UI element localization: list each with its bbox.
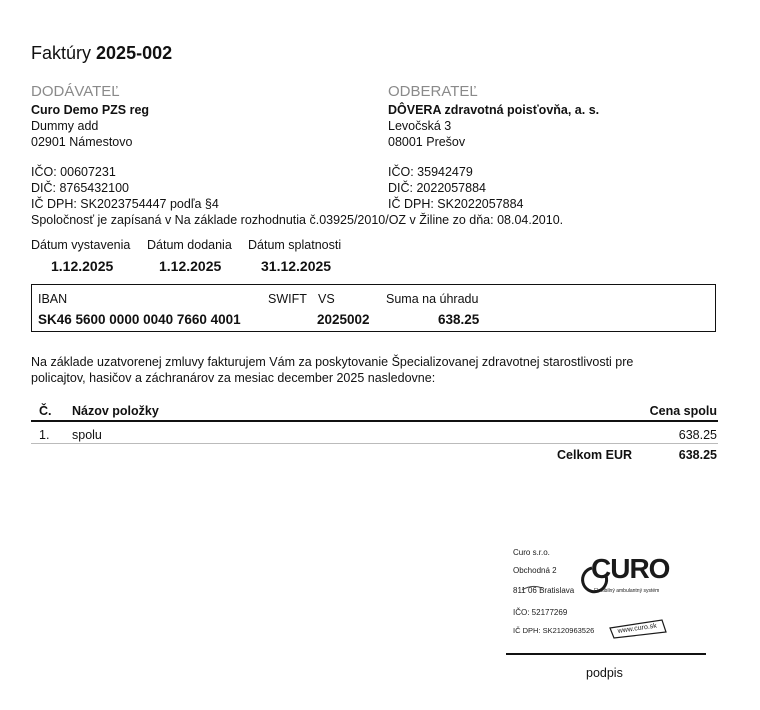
customer-ico: IČO: 35942479 (388, 165, 473, 179)
table-header-rule (31, 420, 718, 422)
supplier-heading: DODÁVATEĽ (31, 83, 120, 100)
invoice-title (31, 41, 172, 65)
swift-label: SWIFT (268, 292, 307, 306)
total-label: Celkom EUR (557, 448, 633, 462)
intro-line-1: Na základe uzatvorenej zmluvy fakturujem Vám za poskytovanie Špecializovanej zdravotnej starostlivosti pre (31, 355, 634, 369)
customer-heading: ODBERATEĽ (388, 83, 478, 100)
issue-date-value: 1.12.2025 (51, 258, 114, 274)
col-name-header: Názov položky (72, 404, 159, 418)
iban-value: SK46 5600 0000 0040 7660 4001 (38, 312, 241, 327)
supplier-ico: IČO: 00607231 (31, 165, 116, 179)
stamp-line-1: Curo s.r.o. (513, 548, 550, 557)
supplier-dic: DIČ: 8765432100 (31, 181, 129, 195)
issue-date-label: Dátum vystavenia (31, 238, 131, 252)
row-number: 1. (39, 428, 50, 442)
row-price: 638.25 (678, 428, 717, 442)
due-date-label: Dátum splatnosti (248, 238, 342, 252)
customer-dic: DIČ: 2022057884 (388, 181, 486, 195)
stamp-tagline: Flexibilný ambulantný systém (594, 588, 660, 594)
vs-label: VS (318, 292, 335, 306)
amount-value: 638.25 (438, 312, 480, 327)
col-price-header: Cena spolu (649, 404, 717, 418)
stamp-web: www.curo.sk (617, 622, 658, 635)
delivery-date-label: Dátum dodania (147, 238, 232, 252)
invoice-number: 2025-002 (96, 43, 173, 63)
company-stamp (508, 540, 678, 650)
col-number-header: Č. (39, 404, 52, 418)
supplier-city: 02901 Námestovo (31, 135, 133, 149)
supplier-icdph: IČ DPH: SK2023754447 podľa §4 (31, 197, 219, 211)
delivery-date-value: 1.12.2025 (159, 258, 222, 274)
customer-name: DÔVERA zdravotná poisťovňa, a. s. (388, 103, 600, 117)
registration-note: Spoločnosť je zapísaná v Na základe rozhodnutia č.03925/2010/OZ v Žiline zo dňa: 08.04.2010. (31, 213, 564, 227)
table-row-divider (31, 443, 718, 444)
signature-line (506, 653, 706, 655)
total-value: 638.25 (678, 448, 717, 462)
intro-line-2: policajtov, hasičov a záchranárov za mesiac december 2025 nasledovne: (31, 371, 436, 385)
customer-city: 08001 Prešov (388, 135, 466, 149)
due-date-value: 31.12.2025 (261, 258, 332, 274)
stamp-logo: CURO (591, 553, 670, 584)
invoice-title-prefix: Faktúry (31, 43, 92, 63)
iban-label: IBAN (38, 292, 68, 306)
row-name: spolu (72, 428, 102, 442)
supplier-street: Dummy add (31, 119, 99, 133)
amount-label: Suma na úhradu (386, 292, 479, 306)
stamp-line-2: Obchodná 2 (513, 566, 557, 575)
stamp-line-3: 811 06 Bratislava (513, 586, 575, 595)
vs-value: 2025002 (317, 312, 370, 327)
signature-label: podpis (586, 666, 623, 680)
supplier-name: Curo Demo PZS reg (31, 103, 150, 117)
stamp-line-4: IČO: 52177269 (513, 608, 568, 617)
stamp-line-5: IČ DPH: SK2120963526 (513, 626, 595, 635)
customer-icdph: IČ DPH: SK2022057884 (388, 197, 524, 211)
customer-street: Levočská 3 (388, 119, 452, 133)
